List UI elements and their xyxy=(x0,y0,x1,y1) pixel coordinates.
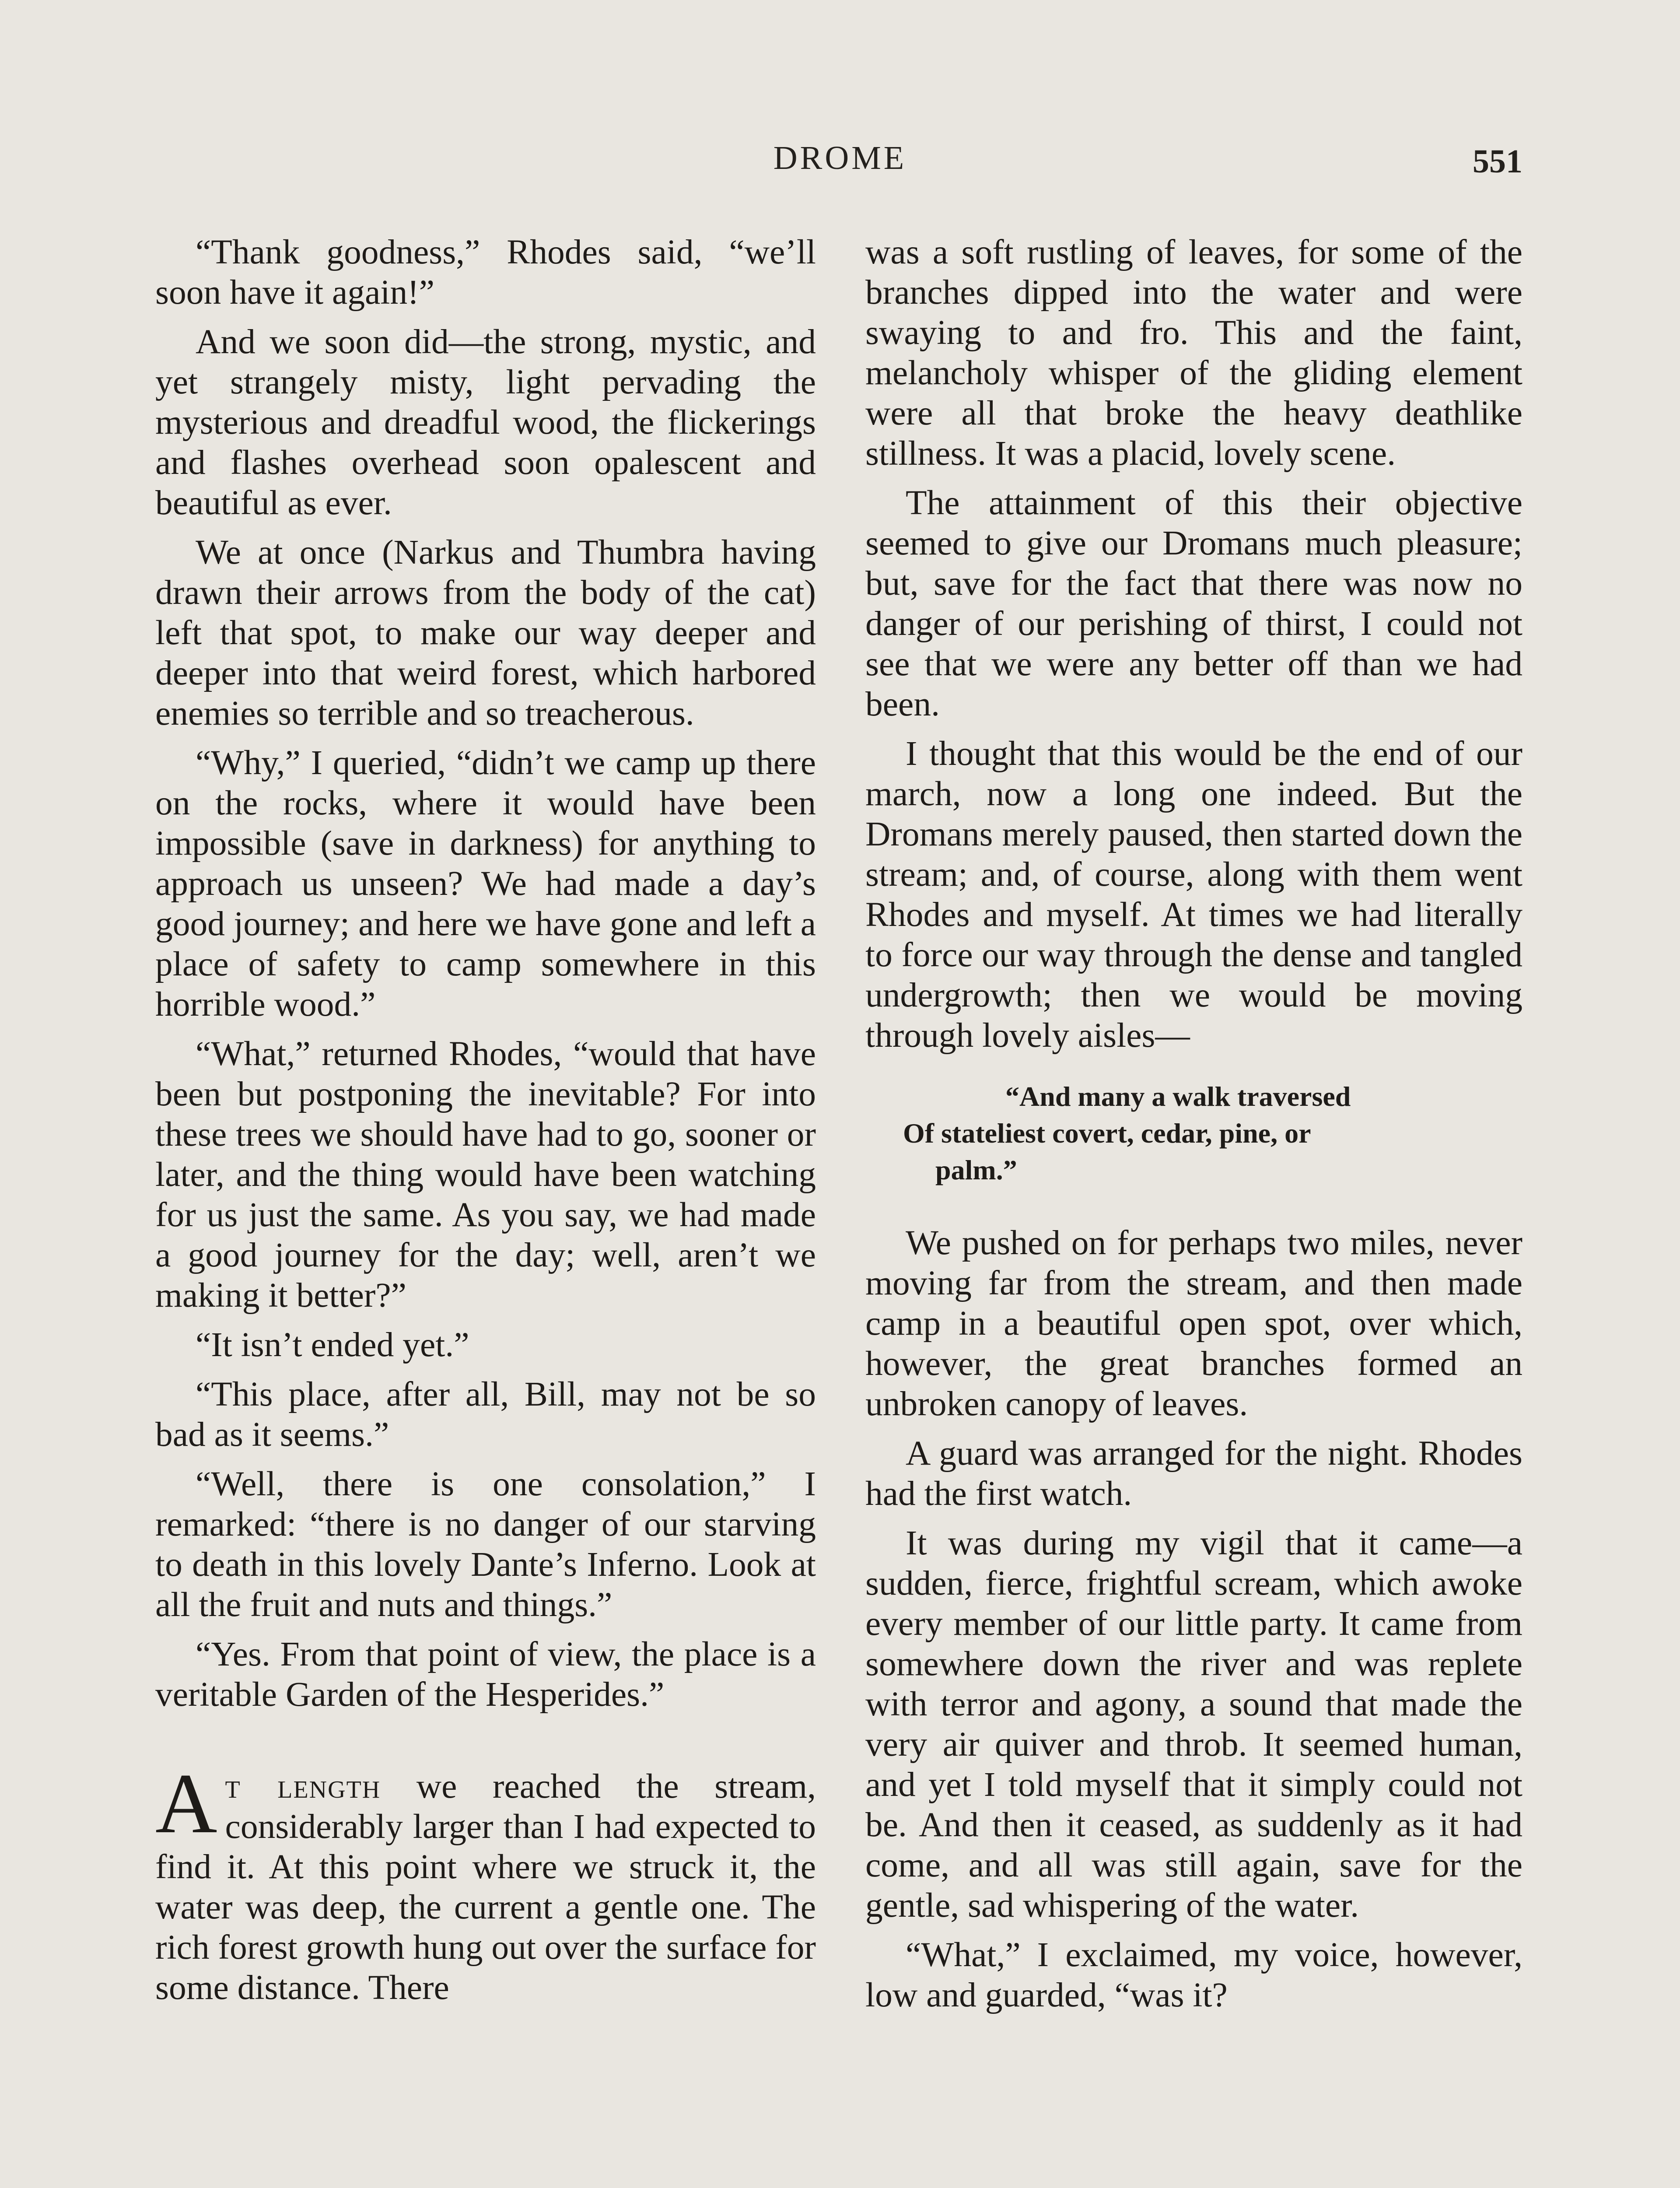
paragraph: “What,” returned Rhodes, “would that have been but postponing the inevitable? For into these trees we should have had to go, sooner or later, and the thing would have been watching for us just the same. As you say, we had made a good journey for the day; well, aren’t we making it better?” xyxy=(155,1034,816,1315)
drop-cap: A xyxy=(155,1756,217,1851)
verse-line: palm.” xyxy=(935,1154,1017,1185)
paragraph: “Why,” I queried, “didn’t we camp up there on the rocks, where it would have been impossible (save in darkness) for anything to approach us unseen? We had made a day’s good journey; and here we have gone and left a place of safety to camp somewhere in this horrible wood.” xyxy=(155,743,816,1024)
continued-paragraph: was a soft rustling of leaves, for some of the branches dipped into the water and were swaying to and fro. This and the faint, melancholy whisper of the gliding element were all that broke the heavy deathlike stillness. It was a placid, lovely scene. xyxy=(865,233,1522,473)
left-column xyxy=(155,232,816,2017)
verse-line: Of stateliest covert, cedar, pine, or xyxy=(903,1118,1311,1149)
paragraph: And we soon did—the strong, mystic, and yet strangely misty, light pervading the mysterious and dreadful wood, the flickerings and flashes overhead soon opalescent and beautiful as ever. xyxy=(155,323,816,522)
paragraph: It was during my vigil that it came—a sudden, fierce, frightful scream, which awoke every member of our little party. It came from somewhere down the river and was replete with terror and agony, a sound that made the very air quiver and throb. It seemed human, and yet I told myself that it simply could not be. And then it ceased, as suddenly as it had come, and all was still again, save for the gentle, sad whispering of the water. xyxy=(865,1524,1522,1925)
paragraph: “Well, there is one consolation,” I remarked: “there is no danger of our starving to death in this lovely Dante’s Inferno. Look at all the fruit and nuts and things.” xyxy=(155,1465,816,1624)
paragraph: “This place, after all, Bill, may not be so bad as it seems.” xyxy=(155,1375,816,1454)
paragraph: “What,” I exclaimed, my voice, however, low and guarded, “was it? xyxy=(865,1936,1522,2014)
paragraph: We at once (Narkus and Thumbra having drawn their arrows from the body of the cat) left that spot, to make our way deeper and deeper into that weird forest, which harbored enemies so terrible and so treacherous. xyxy=(155,533,816,733)
paragraph: The attainment of this their objective seemed to give our Dromans much pleasure; but, save for the fact that there was now no danger of our perishing of thirst, I could not see that we were any better off than we had been. xyxy=(865,484,1522,723)
paragraph: A guard was arranged for the night. Rhodes had the first watch. xyxy=(865,1434,1522,1513)
small-caps-lead: t length xyxy=(225,1767,381,1806)
right-column xyxy=(865,232,1522,2024)
paragraph-text: we reached the stream, considerably larger than I had expected to find it. At this point where we struck it, the water was deep, the current a gentle one. The rich forest growth hung out over the surface for some distance. There xyxy=(155,1767,816,2007)
verse-line: “And many a walk traversed xyxy=(1005,1081,1351,1112)
paragraph: We pushed on for perhaps two miles, never moving far from the stream, and then made camp in a beautiful open spot, over which, however, the great branches formed an unbroken canopy of leaves. xyxy=(865,1224,1522,1423)
paragraph: “Thank goodness,” Rhodes said, “we’ll soon have it again!” xyxy=(155,233,816,312)
paragraph: “Yes. From that point of view, the place is a veritable Garden of the Hesperides.” xyxy=(155,1635,816,1714)
running-title: DROME xyxy=(773,140,907,176)
verse-quotation xyxy=(865,1078,1522,1189)
page-number: 551 xyxy=(1473,143,1522,180)
section-opening-paragraph xyxy=(155,1756,816,2008)
paragraph: “It isn’t ended yet.” xyxy=(196,1325,469,1364)
paragraph: I thought that this would be the end of our march, now a long one indeed. But the Dromans merely paused, then started down the stream; and, of course, along with them went Rhodes and myself. At times we had literally to force our way through the dense and tangled undergrowth; then we would be moving through lovely aisles— xyxy=(865,734,1522,1055)
